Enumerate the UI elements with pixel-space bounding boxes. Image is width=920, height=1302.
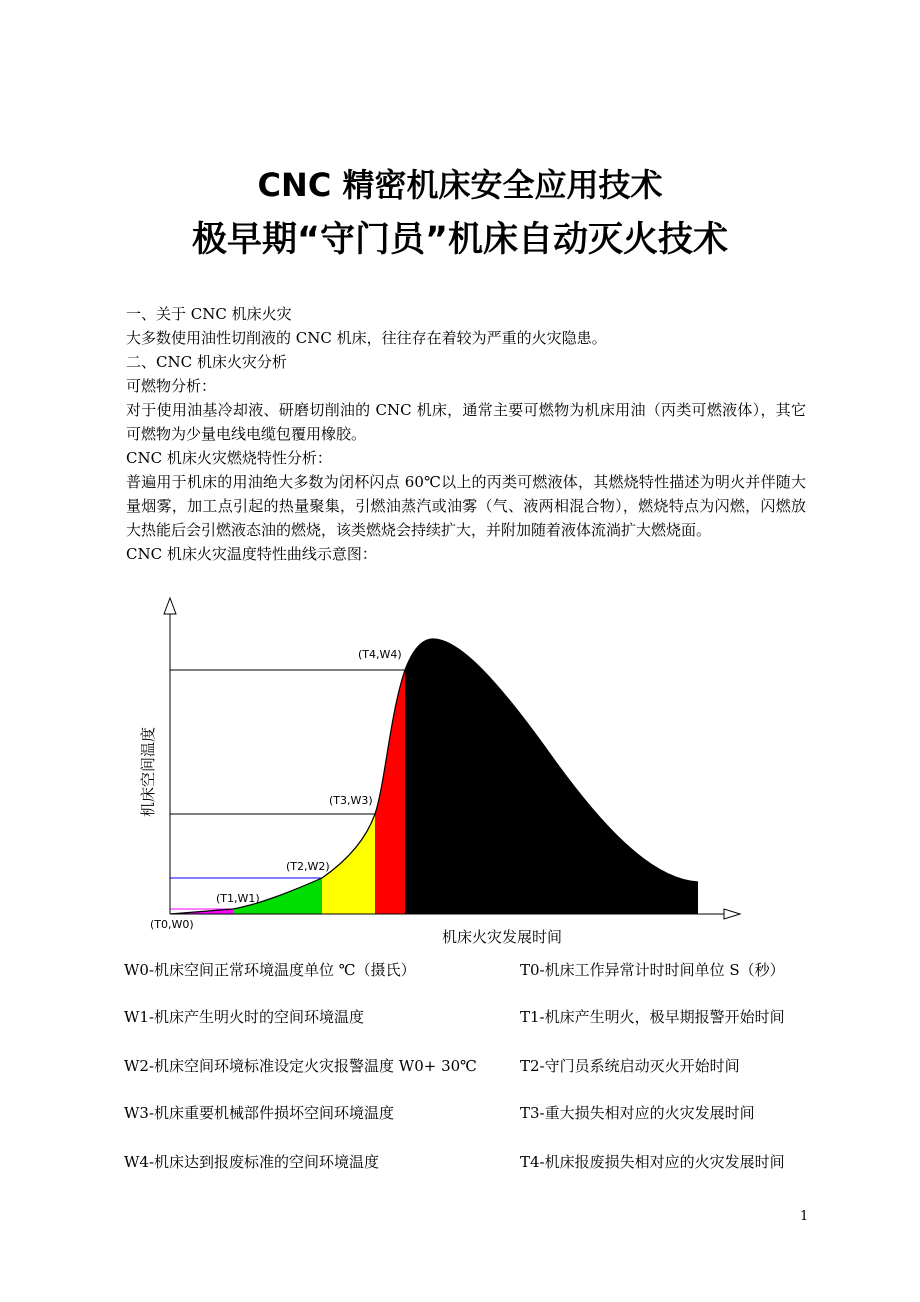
document-title-line-1: CNC 精密机床安全应用技术 xyxy=(257,166,663,204)
subheading-combustion: CNC 机床火灾燃烧特性分析： xyxy=(126,449,332,467)
point-label-t4-w4: (T4,W4) xyxy=(358,648,402,661)
legend-w3: W3-机床重要机械部件损坏空间环境温度 xyxy=(124,1104,395,1122)
y-axis-label: 机床空间温度 xyxy=(139,726,157,818)
x-axis-label: 机床火灾发展时间 xyxy=(441,928,563,946)
y-axis-arrow-icon xyxy=(164,598,176,614)
legend-t4: T4-机床报废损失相对应的火灾发展时间 xyxy=(520,1153,785,1171)
legend-w0: W0-机床空间正常环境温度单位 ℃（摄氏） xyxy=(124,961,416,979)
point-label-t3-w3: (T3,W3) xyxy=(329,794,373,807)
section-heading-2: 二、CNC 机床火灾分析 xyxy=(126,353,287,371)
legend-t2: T2-守门员系统启动灭火开始时间 xyxy=(520,1057,740,1075)
phase-fill-after-t4 xyxy=(405,639,698,914)
paragraph: 普遍用于机床的用油绝大多数为闭杯闪点 60℃以上的丙类可燃液体，其燃烧特性描述为明火并伴随大量烟雾，加工点引起的热量聚集，引燃油蒸汽或油雾（气、液两相混合物），燃烧特点为闪燃，闪燃放大热能后会引燃液态油的燃烧，该类燃烧会持续扩大，并附加随着液体流淌扩大燃烧面。 xyxy=(126,473,806,539)
phase-fill-t3-t4 xyxy=(375,670,405,914)
chart-caption: CNC 机床火灾温度特性曲线示意图： xyxy=(126,545,377,563)
fire-temperature-curve-chart xyxy=(130,594,750,950)
legend-w2: W2-机床空间环境标准设定火灾报警温度 W0+ 30℃ xyxy=(124,1057,477,1075)
document-title-line-2: 极早期“守门员”机床自动灭火技术 xyxy=(191,220,728,260)
legend-t3: T3-重大损失相对应的火灾发展时间 xyxy=(520,1104,755,1122)
x-axis-arrow-icon xyxy=(724,909,740,919)
legend-t0: T0-机床工作异常计时时间单位 S（秒） xyxy=(520,961,785,979)
phase-fill-t2-t3 xyxy=(322,814,375,914)
legend-t1: T1-机床产生明火，极早期报警开始时间 xyxy=(520,1008,785,1026)
point-label-t1-w1: (T1,W1) xyxy=(216,892,260,905)
page-number: 1 xyxy=(800,1209,809,1224)
point-label-t2-w2: (T2,W2) xyxy=(286,860,330,873)
legend-w1: W1-机床产生明火时的空间环境温度 xyxy=(124,1008,365,1026)
point-label-t0-w0: (T0,W0) xyxy=(150,918,194,931)
body-text xyxy=(126,302,806,566)
subheading-combustibles: 可燃物分析： xyxy=(126,377,217,395)
paragraph: 对于使用油基冷却液、研磨切削油的 CNC 机床，通常主要可燃物为机床用油（丙类可燃液体），其它可燃物为少量电线电缆包覆用橡胶。 xyxy=(126,401,806,443)
legend-w4: W4-机床达到报废标准的空间环境温度 xyxy=(124,1153,380,1171)
paragraph: 大多数使用油性切削液的 CNC 机床，往往存在着较为严重的火灾隐患。 xyxy=(126,329,607,347)
section-heading-1: 一、关于 CNC 机床火灾 xyxy=(126,305,292,323)
